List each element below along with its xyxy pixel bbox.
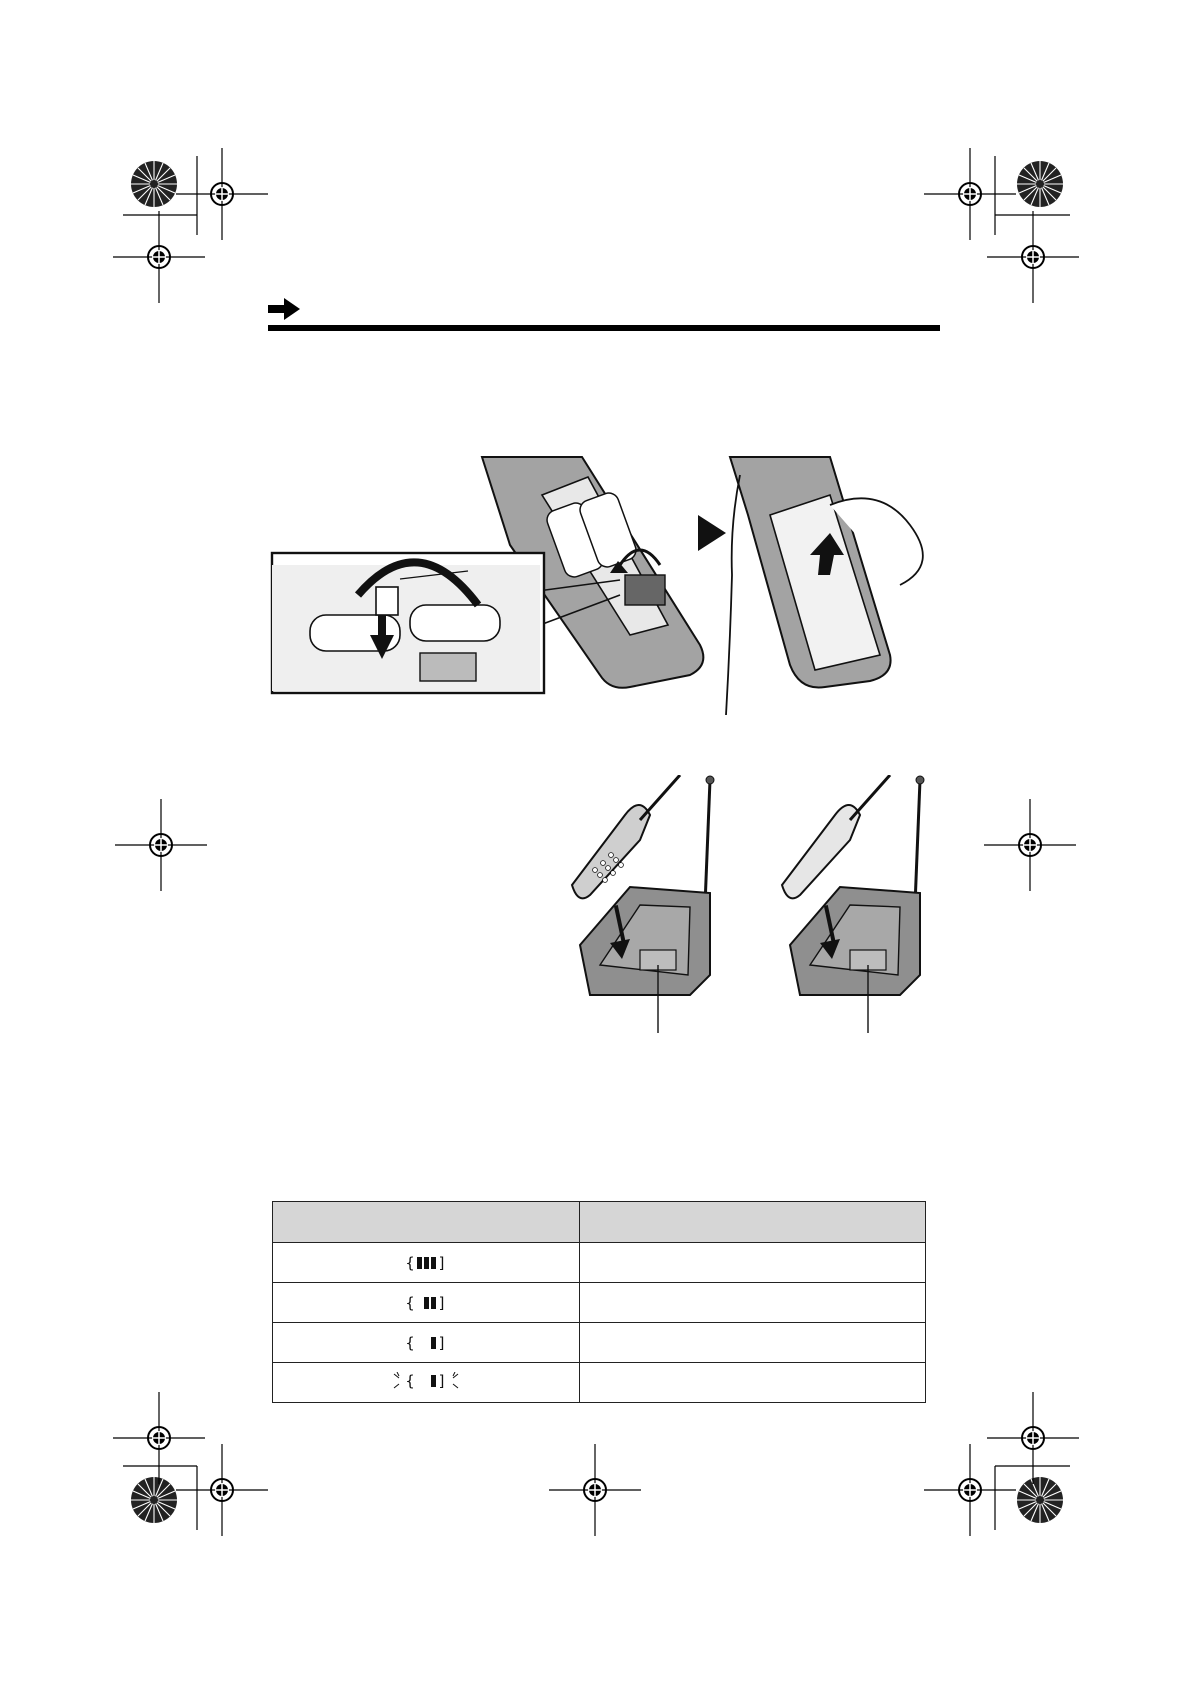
table-row	[273, 1363, 926, 1403]
connector-zoom-inset	[272, 553, 544, 693]
flash-marks-icon	[449, 1372, 459, 1390]
charging-base-illustration-right	[780, 775, 980, 1045]
table-header-row	[273, 1202, 926, 1243]
star-target-icon	[1017, 1477, 1063, 1523]
crosshair-icon	[115, 799, 207, 891]
row-description	[580, 1283, 926, 1323]
crosshair-icon	[924, 1444, 1016, 1536]
star-target-icon	[131, 1477, 177, 1523]
handset-cover-close	[726, 457, 923, 715]
crosshair-icon	[987, 211, 1079, 303]
crosshair-icon	[987, 1392, 1079, 1484]
crosshair-icon	[113, 211, 205, 303]
crosshair-icon	[176, 1444, 268, 1536]
battery-icon-low-flashing: { ]	[393, 1372, 458, 1390]
crosshair-icon	[984, 799, 1076, 891]
battery-strength-table	[272, 1201, 926, 1403]
battery-icon-medium: { ]	[405, 1293, 447, 1312]
crosshair-icon	[176, 148, 268, 240]
row-description	[580, 1323, 926, 1363]
table-row	[273, 1323, 926, 1363]
header-cell-indicator	[273, 1202, 580, 1243]
crosshair-icon	[924, 148, 1016, 240]
table-row	[273, 1243, 926, 1283]
star-target-icon	[1017, 161, 1063, 207]
battery-icon-low: { ]	[405, 1333, 447, 1352]
charging-base-illustration-left	[570, 775, 770, 1045]
flash-marks-icon	[393, 1372, 403, 1390]
star-target-icon	[131, 161, 177, 207]
crosshair-icon	[113, 1392, 205, 1484]
battery-install-illustration	[270, 455, 970, 715]
section-rule	[268, 325, 940, 331]
table-row	[273, 1283, 926, 1323]
header-cell-strength	[580, 1202, 926, 1243]
battery-icon-full: { ]	[405, 1253, 447, 1272]
next-step-arrow-icon	[698, 515, 726, 551]
right-arrow-icon	[268, 298, 300, 320]
row-description	[580, 1363, 926, 1403]
crosshair-icon	[549, 1444, 641, 1536]
row-description	[580, 1243, 926, 1283]
